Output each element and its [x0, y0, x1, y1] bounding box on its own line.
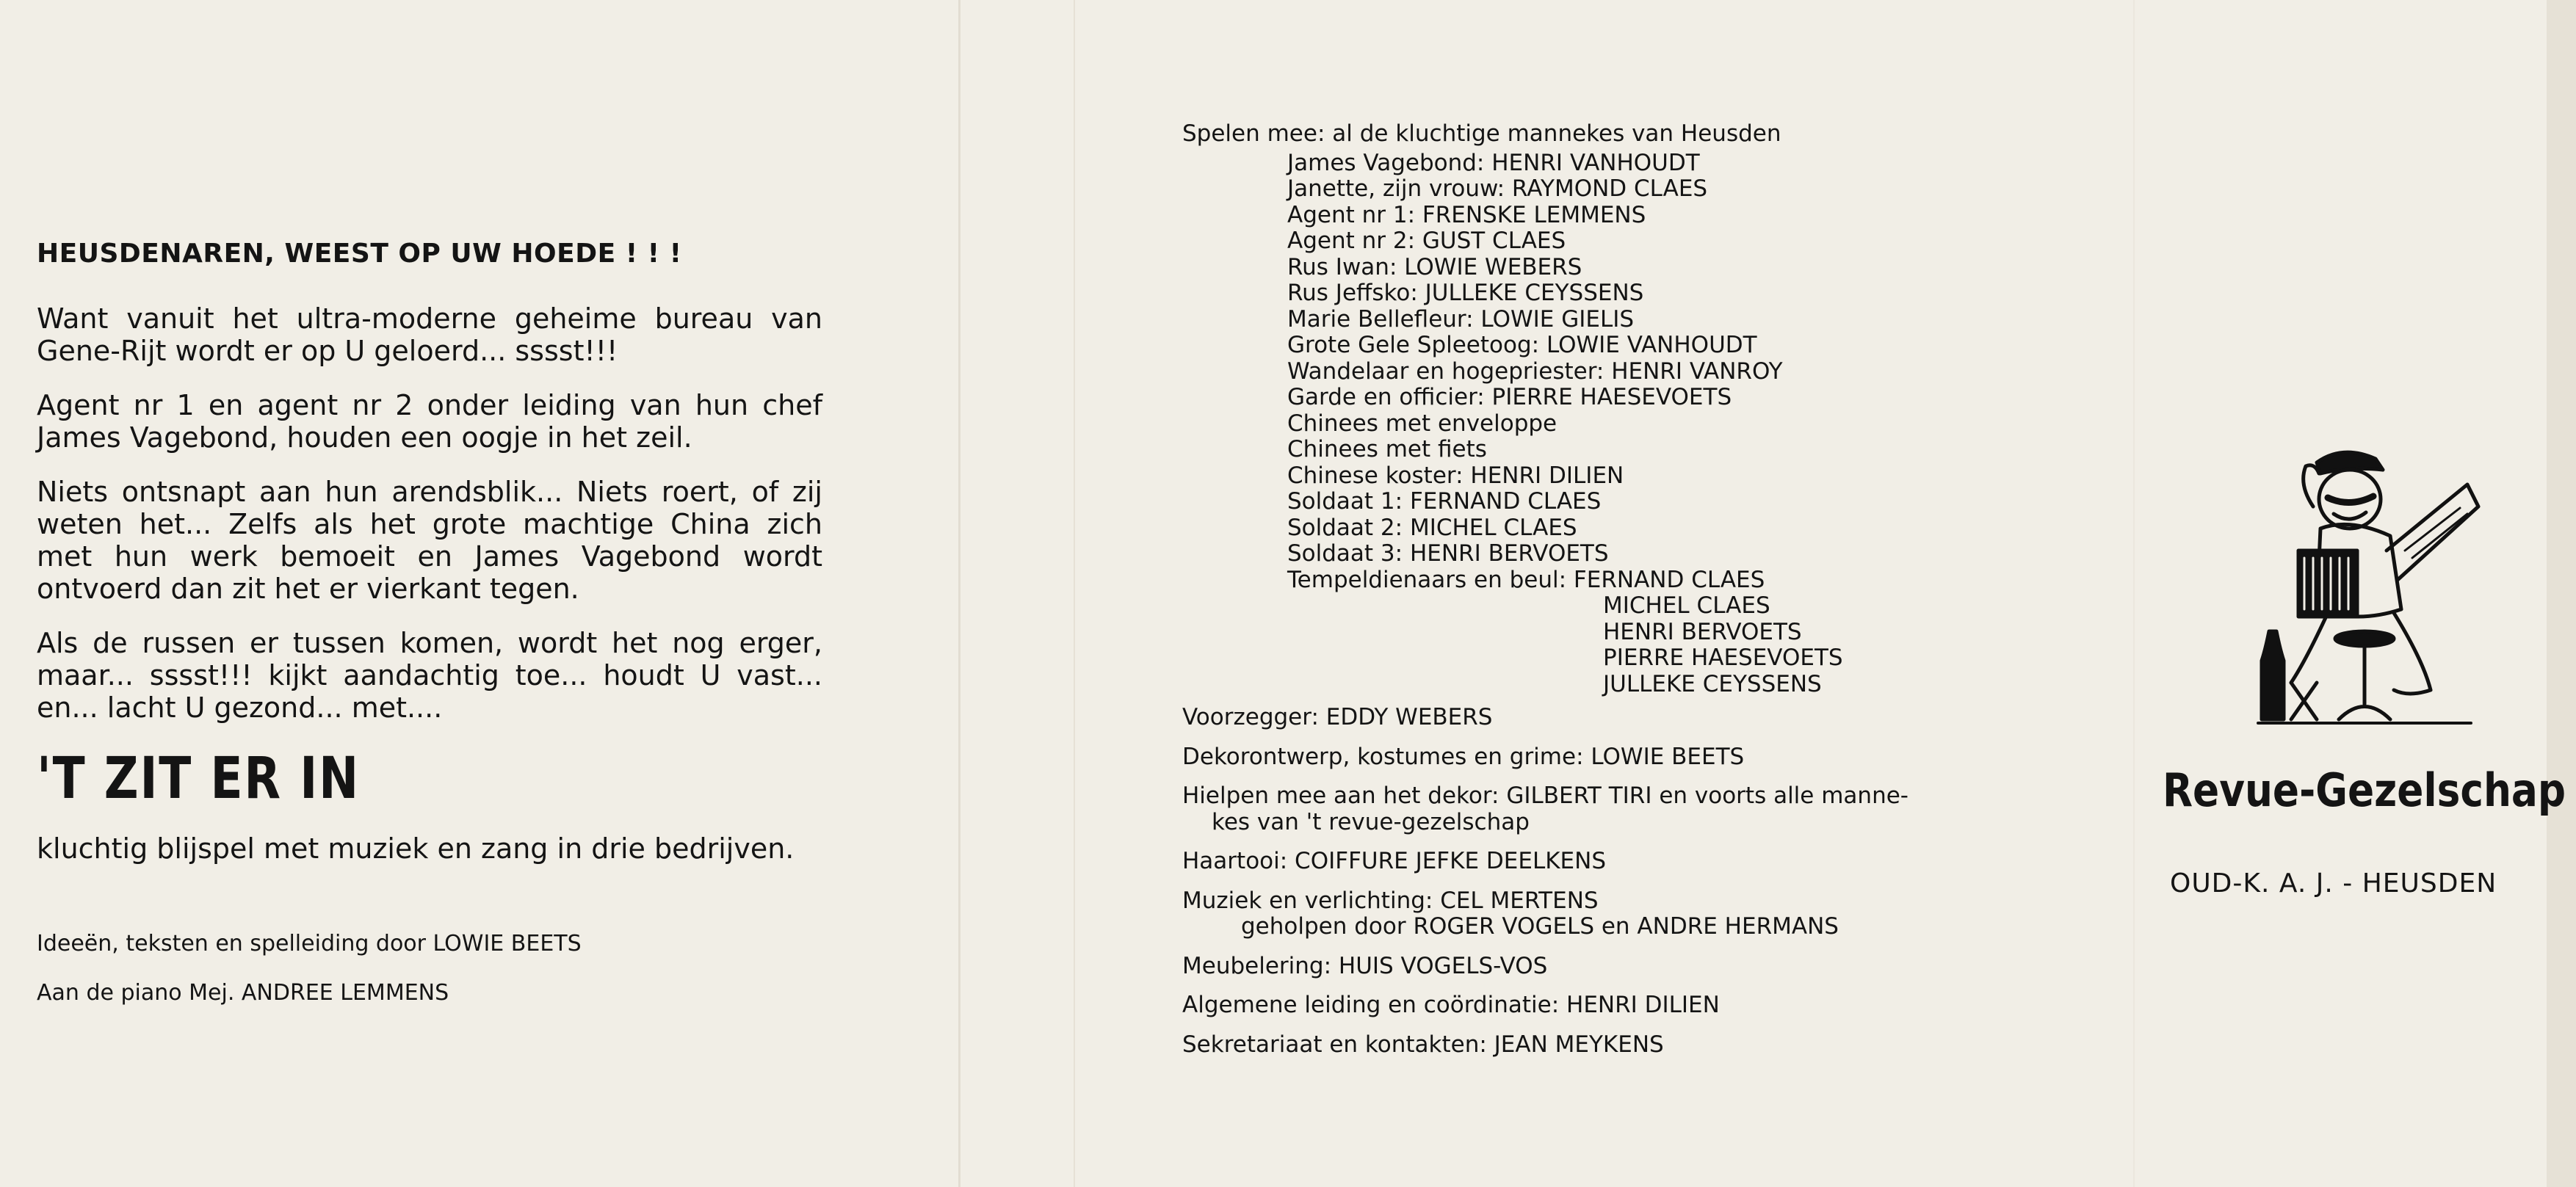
cast-role: Chinees met enveloppe [1287, 410, 1557, 437]
crew-line: Muziek en verlichting: CEL MERTENS [1182, 887, 1599, 914]
cast-role: Chinese koster: HENRI DILIEN [1287, 462, 1624, 489]
crew-direction: Algemene leiding en coördinatie: HENRI DILIEN [1182, 992, 1720, 1018]
cast-role: James Vagebond: HENRI VANHOUDT [1287, 149, 1700, 176]
cast-name: HENRI BERVOETS [1603, 618, 1802, 645]
crew-hair: Haartooi: COIFFURE JEFKE DEELKENS [1182, 848, 1606, 874]
fold-crease [2133, 0, 2135, 1187]
company-subtitle: OUD-K. A. J. - HEUSDEN [2170, 868, 2497, 899]
cast-name: JULLEKE CEYSSENS [1603, 670, 1822, 697]
crew-music-lighting [1182, 888, 1909, 940]
page-edge [2547, 0, 2576, 1187]
cast-role: Wandelaar en hogepriester: HENRI VANROY [1287, 357, 1783, 385]
cast-intro: Spelen mee: al de kluchtige mannekes van Heusden [1182, 120, 1781, 147]
crew-secretariat: Sekretariaat en kontakten: JEAN MEYKENS [1182, 1031, 1664, 1058]
intro-paragraph: Niets ontsnapt aan hun arendsblik... Niets roert, of zij weten het... Zelfs als het grote machtige China zich met hun werk bemoeit en James Vagebond wordt ontvoerd dan zit het er vierkant tegen. [37, 476, 822, 605]
cast-list [1287, 150, 1909, 698]
show-subtitle: kluchtig blijspel met muziek en zang in drie bedrijven. [37, 832, 795, 865]
cast-role: Rus Iwan: LOWIE WEBERS [1287, 253, 1582, 280]
cast-panel [1182, 121, 1909, 1071]
intro-paragraph: Agent nr 1 en agent nr 2 onder leiding van hun chef James Vagebond, houden een oogje in het zeil. [37, 389, 822, 454]
cast-role: Garde en officier: PIERRE HAESEVOETS [1287, 384, 1732, 410]
cast-role: Soldaat 3: HENRI BERVOETS [1287, 540, 1609, 567]
writer-credit: Ideeën, teksten en spelleiding door LOWIE BEETS [37, 931, 582, 957]
piano-credit: Aan de piano Mej. ANDREE LEMMENS [37, 980, 449, 1006]
crew-set-helpers [1182, 783, 1909, 835]
cast-role: Soldaat 1: FERNAND CLAES [1287, 488, 1602, 515]
cast-role: Agent nr 1: FRENSKE LEMMENS [1287, 201, 1646, 228]
crew-furniture: Meubelering: HUIS VOGELS-VOS [1182, 952, 1548, 979]
intro-paragraph: Want vanuit het ultra-moderne geheime bureau van Gene-Rijt wordt er op U geloerd... sssst!!! [37, 302, 822, 367]
crew-line: kes van 't revue-gezelschap [1212, 808, 1530, 835]
company-name: Revue-Gezelschap [2163, 763, 2566, 817]
cast-role: Tempeldienaars en beul: FERNAND CLAES [1287, 566, 1765, 593]
show-title: 'T ZIT ER IN [37, 746, 361, 812]
accordion-player-illustration [2247, 440, 2482, 734]
cast-name: PIERRE HAESEVOETS [1603, 645, 1843, 671]
crew-list [1182, 705, 1909, 1058]
left-panel [37, 239, 822, 1029]
crew-design: Dekorontwerp, kostumes en grime: LOWIE BEETS [1182, 743, 1745, 770]
fold-crease [1074, 0, 1075, 1187]
cast-role: Chinees met fiets [1287, 436, 1487, 462]
crew-prompter: Voorzegger: EDDY WEBERS [1182, 704, 1493, 730]
cast-role: Agent nr 2: GUST CLAES [1287, 228, 1566, 254]
cast-role: Marie Bellefleur: LOWIE GIELIS [1287, 305, 1635, 333]
fold-crease [958, 0, 960, 1187]
cast-name: MICHEL CLAES [1603, 592, 1770, 619]
cast-role: Soldaat 2: MICHEL CLAES [1287, 514, 1577, 541]
cast-role: Janette, zijn vrouw: RAYMOND CLAES [1287, 175, 1708, 202]
crew-line: geholpen door ROGER VOGELS en ANDRE HERMANS [1241, 913, 1839, 940]
cast-role: Grote Gele Spleetoog: LOWIE VANHOUDT [1287, 332, 1757, 358]
cast-role: Rus Jeffsko: JULLEKE CEYSSENS [1287, 280, 1644, 306]
crew-line: Hielpen mee aan het dekor: GILBERT TIRI en voorts alle manne- [1182, 783, 1909, 809]
temple-servants-list [1603, 593, 1909, 697]
intro-paragraph: Als de russen er tussen komen, wordt het nog erger, maar... sssst!!! kijkt aandachtig toe... houdt U vast... en... lacht U gezond... met.... [37, 627, 822, 724]
warning-heading: HEUSDENAREN, WEEST OP UW HOEDE ! ! ! [37, 239, 682, 269]
